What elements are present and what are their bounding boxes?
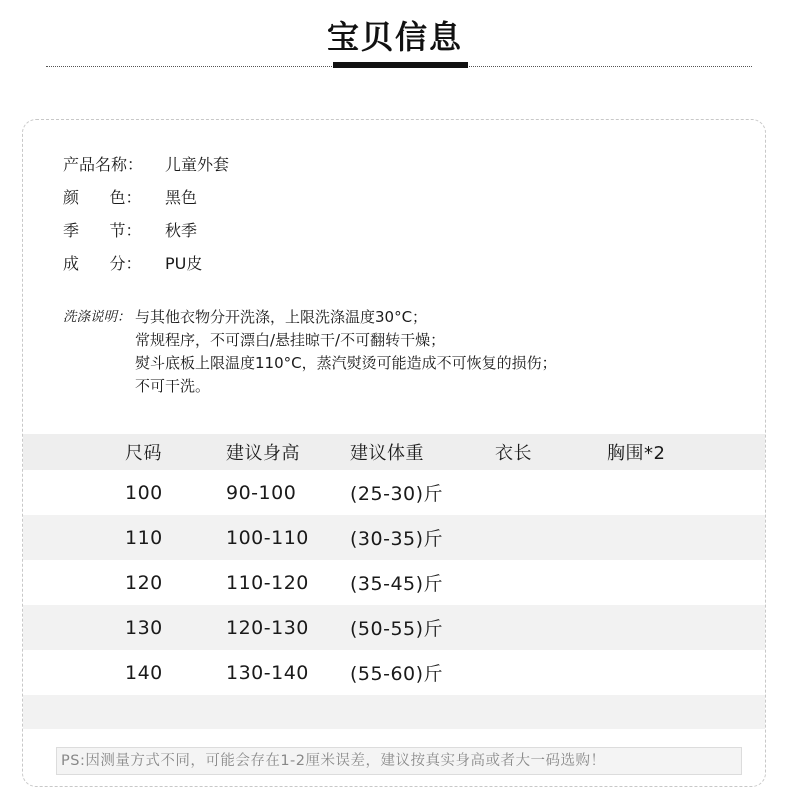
attr-row-season — [63, 214, 229, 247]
table-cell: 120 — [125, 571, 163, 594]
table-header-cell: 建议身高 — [226, 443, 300, 464]
attr-value: 黑色 — [165, 188, 198, 207]
product-info-card — [22, 119, 766, 787]
wash-text: 熨斗底板上限温度110°C，蒸汽熨烫可能造成不可恢复的损伤； — [135, 354, 557, 372]
table-cell: (25-30)斤 — [350, 483, 444, 505]
table-row — [23, 605, 765, 650]
wash-text: 与其他衣物分开洗涤，上限洗涤温度30°C； — [135, 308, 428, 326]
table-cell: 140 — [125, 661, 163, 684]
page-title: 宝贝信息 — [326, 18, 463, 56]
table-row — [23, 560, 765, 605]
table-cell: 130-140 — [226, 661, 309, 684]
wash-line — [63, 306, 557, 329]
washing-instructions — [63, 306, 557, 398]
table-cell: (55-60)斤 — [350, 663, 444, 685]
table-cell: (30-35)斤 — [350, 528, 444, 550]
attr-row-name — [63, 148, 229, 181]
attr-label: 颜 色： — [63, 188, 142, 207]
attr-value: 秋季 — [165, 221, 198, 240]
wash-line — [63, 329, 557, 352]
table-cell: (35-45)斤 — [350, 573, 444, 595]
attr-value: 儿童外套 — [165, 155, 230, 174]
size-table — [23, 434, 765, 729]
attr-value: PU皮 — [165, 254, 203, 273]
table-cell: 100-110 — [226, 526, 309, 549]
attr-row-color — [63, 181, 229, 214]
table-header-cell: 衣长 — [495, 443, 532, 464]
table-cell: 110-120 — [226, 571, 309, 594]
product-attributes — [63, 148, 229, 280]
wash-line — [63, 352, 557, 375]
table-header-cell: 建议体重 — [350, 443, 424, 464]
table-cell: 100 — [125, 481, 163, 504]
table-header-cell: 胸围*2 — [607, 443, 666, 464]
table-cell: 110 — [125, 526, 163, 549]
table-cell: 120-130 — [226, 616, 309, 639]
wash-text: 不可干洗。 — [135, 377, 211, 395]
title-underline — [333, 62, 468, 68]
attr-row-material — [63, 247, 229, 280]
table-cell: 90-100 — [226, 481, 297, 504]
attr-label: 成 分： — [63, 254, 142, 273]
wash-text: 常规程序，不可漂白/悬挂晾干/不可翻转干燥； — [135, 331, 446, 349]
attr-label: 产品名称： — [63, 155, 144, 174]
table-header — [23, 434, 765, 470]
wash-label: 洗涤说明： — [63, 309, 131, 325]
table-cell: 130 — [125, 616, 163, 639]
attr-label: 季 节： — [63, 221, 142, 240]
table-row — [23, 470, 765, 515]
measurement-note: PS:因测量方式不同，可能会存在1-2厘米误差，建议按真实身高或者大一码选购！ — [56, 747, 742, 775]
wash-line — [63, 375, 557, 398]
table-row-empty — [23, 695, 765, 729]
table-row — [23, 650, 765, 695]
table-header-cell: 尺码 — [125, 443, 162, 464]
table-row — [23, 515, 765, 560]
table-cell: (50-55)斤 — [350, 618, 444, 640]
